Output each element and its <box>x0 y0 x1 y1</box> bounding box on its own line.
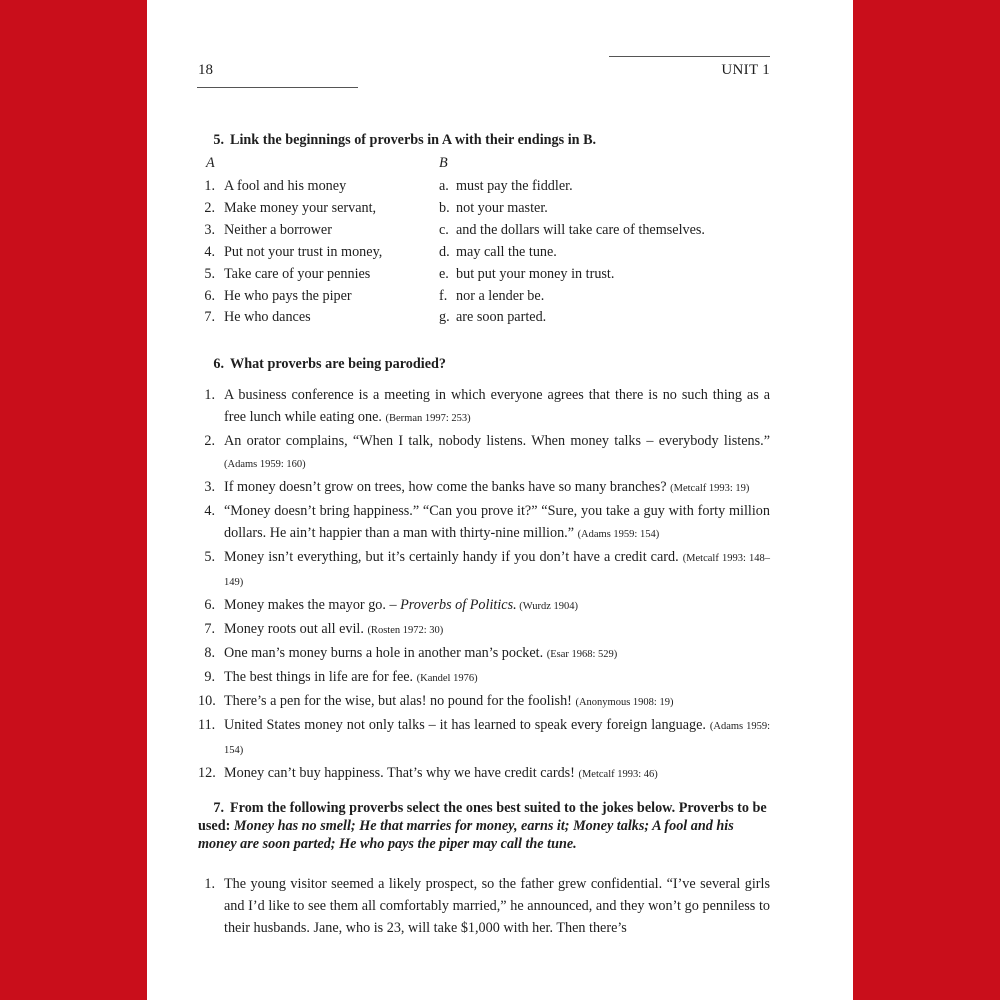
item-number: 5. <box>204 549 215 565</box>
item-text: “Money doesn’t bring happiness.” “Can you prove it?” “Sure, you take a guy with forty million dollars. He ain’t happier than a man with thirty-nine million.” <box>224 503 770 541</box>
list-item <box>198 666 770 690</box>
item-citation: (Metcalf 1993: 148–149) <box>224 553 770 588</box>
row-number: 2. <box>204 199 215 216</box>
item-number: 1. <box>204 876 215 892</box>
item-citation: (Metcalf 1993: 19) <box>670 483 750 494</box>
item-number: 2. <box>204 433 215 449</box>
list-item <box>198 594 770 618</box>
list-item <box>198 430 770 476</box>
ending-letter: e. <box>439 265 449 282</box>
proverb-beginning: He who pays the piper <box>224 287 352 304</box>
list-item <box>198 690 770 714</box>
row-number: 7. <box>204 309 215 326</box>
parody-list <box>198 384 770 786</box>
proverb-ending: and the dollars will take care of themselves. <box>456 221 705 238</box>
item-citation: (Esar 1968: 529) <box>546 649 618 660</box>
exercise-7-number: 7. <box>213 800 224 816</box>
list-item <box>198 384 770 430</box>
item-number: 6. <box>204 597 215 613</box>
list-item <box>198 714 770 762</box>
row-number: 4. <box>204 243 215 260</box>
list-item <box>198 762 770 786</box>
item-number: 11. <box>198 717 216 733</box>
item-text: There’s a pen for the wise, but alas! no pound for the foolish! <box>224 693 576 709</box>
item-text: Money makes the mayor go. – <box>224 597 401 613</box>
item-text: Money can’t buy happiness. That’s why we have credit cards! <box>224 765 579 781</box>
item-number: 12. <box>198 765 216 781</box>
exercise-5-number: 5. <box>213 132 224 148</box>
row-number: 5. <box>204 265 215 282</box>
item-text: One man’s money burns a hole in another man’s pocket. <box>224 645 547 661</box>
proverb-beginning: Put not your trust in money, <box>224 243 383 260</box>
item-text: If money doesn’t grow on trees, how come the banks have so many branches? <box>224 479 671 495</box>
item-citation: (Kandel 1976) <box>416 673 478 684</box>
exercise-6-title: What proverbs are being parodied? <box>230 356 446 372</box>
item-text: A business conference is a meeting in which everyone agrees that there is no such thing as a free lunch while eating one. <box>224 387 770 425</box>
item-italic-text: Proverbs of Politics. <box>400 597 517 613</box>
item-text: An orator complains, “When I talk, nobody listens. When money talks – everybody listens.” <box>224 433 770 449</box>
item-citation: (Berman 1997: 253) <box>385 413 471 424</box>
item-number: 3. <box>204 479 215 495</box>
item-citation: (Wurdz 1904) <box>516 601 579 612</box>
item-text: The young visitor seemed a likely prospect, so the father grew confidential. “I’ve several girls and I’d like to see them all comfortably married,” he announced, and they won’t go penniless to their husbands. Jane, who is 23, will take $1,000 with her. Then there’s <box>224 876 770 936</box>
ending-letter: f. <box>439 287 448 304</box>
exercise-6-heading <box>198 355 770 373</box>
item-text: The best things in life are for fee. <box>224 669 417 685</box>
ending-letter: b. <box>439 199 450 216</box>
item-text: Money isn’t everything, but it’s certainly handy if you don’t have a credit card. <box>224 549 683 565</box>
item-number: 4. <box>204 503 215 519</box>
exercise-5-heading <box>198 131 770 149</box>
header-rule-top <box>609 56 770 57</box>
item-text: Money roots out all evil. <box>224 621 368 637</box>
ending-letter: g. <box>439 309 450 326</box>
item-number: 10. <box>198 693 216 709</box>
header-rule-bottom <box>197 87 358 88</box>
proverb-row <box>198 285 770 307</box>
unit-label: UNIT 1 <box>721 62 770 78</box>
item-number: 1. <box>204 387 215 403</box>
ending-letter: c. <box>439 221 449 238</box>
row-number: 1. <box>204 178 215 194</box>
item-number: 9. <box>204 669 215 685</box>
item-citation: (Rosten 1972: 30) <box>367 625 444 636</box>
column-a-label: A <box>206 155 215 171</box>
list-item <box>198 873 770 939</box>
joke-list <box>198 873 770 939</box>
item-citation: (Adams 1959: 160) <box>224 459 306 470</box>
list-item <box>198 618 770 642</box>
row-number: 6. <box>204 287 215 304</box>
proverb-beginning: A fool and his money <box>224 178 347 194</box>
proverb-row <box>198 219 770 241</box>
ending-letter: d. <box>439 243 450 260</box>
proverb-row <box>198 197 770 219</box>
row-number: 3. <box>204 221 215 238</box>
proverb-row <box>198 175 770 197</box>
exercise-6-number: 6. <box>213 356 224 372</box>
book-page <box>147 0 853 1000</box>
exercise-7-title: From the following proverbs select the ones best suited to the jokes below. Proverbs to be used: <box>198 800 767 834</box>
item-number: 8. <box>204 645 215 661</box>
list-item <box>198 642 770 666</box>
list-item <box>198 546 770 594</box>
column-b-label: B <box>439 155 448 171</box>
item-number: 7. <box>204 621 215 637</box>
proverb-ending: nor a lender be. <box>456 287 545 304</box>
proverb-beginning: Neither a borrower <box>224 221 332 238</box>
proverb-row <box>198 263 770 285</box>
item-citation: (Adams 1959: 154) <box>577 529 660 540</box>
page-number: 18 <box>198 62 213 78</box>
item-citation: (Metcalf 1993: 46) <box>578 769 658 780</box>
ending-letter: a. <box>439 178 449 194</box>
item-text: United States money not only talks – it has learned to speak every foreign language. <box>224 717 710 733</box>
list-item <box>198 476 770 500</box>
proverb-row <box>198 241 770 263</box>
list-item <box>198 500 770 546</box>
proverb-beginning: Make money your servant, <box>224 199 377 216</box>
item-citation: (Adams 1959: 154) <box>224 721 770 756</box>
exercise-7-heading <box>198 799 770 853</box>
item-citation: (Anonymous 1908: 19) <box>575 697 674 708</box>
exercise-5-title: Link the beginnings of proverbs in A with their endings in B. <box>230 132 597 148</box>
exercise-7-proverbs: Money has no smell; He that marries for money, earns it; Money talks; A fool and his money are soon parted; He who pays the piper may call the tune. <box>198 818 734 852</box>
proverb-ending: not your master. <box>456 199 548 216</box>
proverb-beginning: Take care of your pennies <box>224 265 371 282</box>
proverb-ending: must pay the fiddler. <box>456 178 573 194</box>
proverb-ending: but put your money in trust. <box>456 265 615 282</box>
proverb-row <box>198 306 770 328</box>
proverb-ending: may call the tune. <box>456 243 557 260</box>
proverb-beginning: He who dances <box>224 309 311 326</box>
proverb-ending: are soon parted. <box>456 309 547 326</box>
